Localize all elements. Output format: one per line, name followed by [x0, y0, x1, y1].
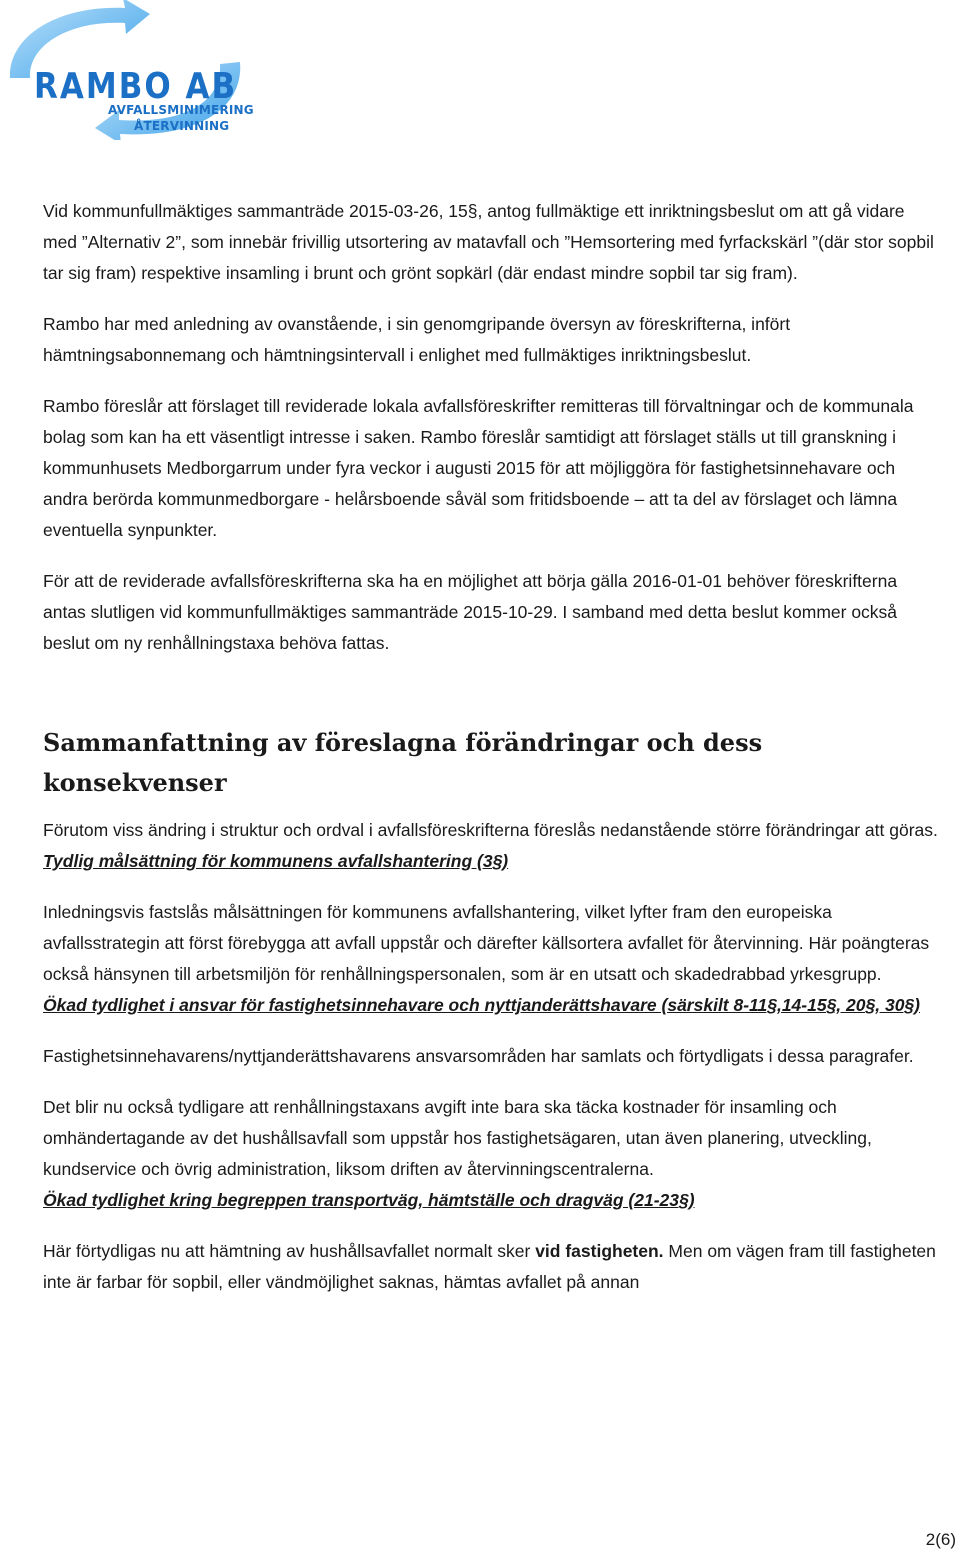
logo-name: RAMBO AB — [34, 66, 238, 108]
paragraph-decision: Vid kommunfullmäktiges sammanträde 2015-03-26, 15§, antog fullmäktige ett inriktningsbeslut om att gå vidare med ”Alternativ 2”, som innebär frivillig utsortering av matavfall och ”Hemsortering med fyrfackskärl ”(där stor sopbil tar sig fram) respektive insamling i brunt och grönt sopkärl (där endast mindre sopbil tar sig fram). — [43, 201, 934, 283]
paragraph-timeline: För att de reviderade avfallsföreskrifterna ska ha en möjlighet att börja gälla 2016-01-01 behöver föreskrifterna antas slutligen vid kommunfullmäktiges sammanträde 2015-10-29. I samband med detta beslut kommer också beslut om ny renhållningstaxa behöva fattas. — [43, 571, 898, 653]
logo-tagline-1: AVFALLSMINIMERING — [108, 103, 254, 117]
subheading-transport: Ökad tydlighet kring begreppen transportväg, hämtställe och dragväg (21-23§) — [43, 1190, 695, 1210]
text-segment: Här förtydligas nu att hämtning av hushållsavfallet normalt sker — [43, 1241, 536, 1261]
paragraph-responsibility-2: Det blir nu också tydligare att renhållningstaxans avgift inte bara ska täcka kostnader för insamling och omhändertagande av det hushållsavfall som uppstår hos fastighetsägaren, utan även planering, utveckling, kundservice och övrig administration, liksom driften av återvinningscentralerna. — [43, 1097, 872, 1179]
paragraph-proposal: Rambo föreslår att förslaget till reviderade lokala avfallsföreskrifter remitteras till förvaltningar och de kommunala bolag som kan ha ett väsentligt intresse i saken. Rambo föreslår samtidigt att förslaget ställs ut till granskning i kommunhusets Medborgarrum under fyra veckor i augusti 2015 för att möjliggöra för fastighetsinnehavare och andra berörda kommunmedborgare - helårsboende såväl som fritidsboende – att ta del av förslaget och lämna eventuella synpunkter. — [43, 396, 914, 540]
subheading-responsibility: Ökad tydlighet i ansvar för fastighetsinnehavare och nyttjanderättshavare (särskilt 8-11§,14-15§, 20§, 30§) — [43, 995, 920, 1015]
logo-tagline-2: ÅTERVINNING — [134, 119, 230, 133]
paragraph-responsibility-1: Fastighetsinnehavarens/nyttjanderättshavarens ansvarsområden har samlats och förtydligats i dessa paragrafer. — [43, 1046, 914, 1066]
paragraph-goals: Inledningsvis fastslås målsättningen för kommunens avfallshantering, vilket lyfter fram den europeiska avfallsstrategin att först förebygga att avfall uppstår och därefter källsortera avfallet för återvinning. Här poängteras också hänsynen till arbetsmiljön för renhållningspersonalen, som är en utsatt och skadedrabbad yrkesgrupp. — [43, 902, 930, 984]
subheading-goals: Tydlig målsättning för kommunens avfallshantering (3§) — [43, 851, 509, 871]
rambo-logo — [0, 0, 254, 140]
paragraph-transport — [43, 1236, 943, 1298]
document-body — [43, 196, 943, 1298]
text-segment: Men om vägen fram till fastigheten inte är farbar för sopbil, eller vändmöjlighet saknas, hämtas avfallet på annan — [43, 1241, 936, 1292]
section-heading: Sammanfattning av föreslagna förändringar och dess konsekvenser — [43, 728, 763, 797]
paragraph-review: Rambo har med anledning av ovanstående, i sin genomgripande översyn av föreskrifterna, infört hämtningsabonnemang och hämtningsintervall i enlighet med fullmäktiges inriktningsbeslut. — [43, 314, 791, 365]
bold-segment: vid fastigheten. — [535, 1241, 664, 1261]
paragraph-intro: Förutom viss ändring i struktur och ordval i avfallsföreskrifterna föreslås nedanstående större förändringar att göras. — [43, 820, 938, 840]
page-number: 2(6) — [925, 1530, 956, 1549]
